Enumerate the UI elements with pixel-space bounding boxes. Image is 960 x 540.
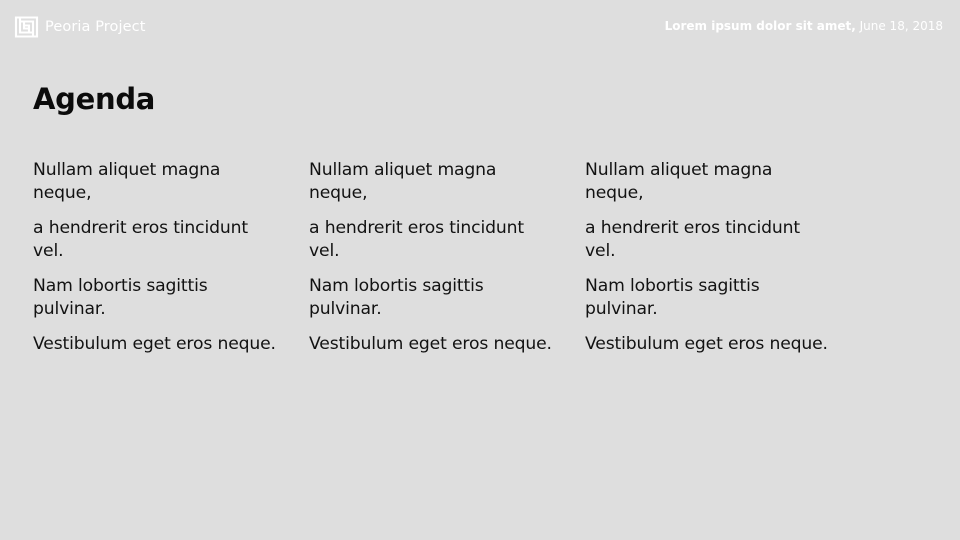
agenda-item: a hendrerit eros tincidunt vel. — [33, 218, 248, 261]
agenda-item: a hendrerit eros tincidunt vel. — [309, 218, 524, 261]
header-tagline: Lorem ipsum dolor sit amet, — [664, 19, 856, 33]
agenda-item: Nullam aliquet magna neque, — [585, 160, 773, 203]
slide-header — [14, 13, 943, 41]
header-date: June 18, 2018 — [859, 19, 943, 33]
agenda-item: a hendrerit eros tincidunt vel. — [585, 218, 800, 261]
agenda-item: Nam lobortis sagittis pulvinar. — [585, 276, 760, 319]
brand — [14, 13, 146, 41]
agenda-column-2 — [309, 159, 559, 369]
agenda-item: Nullam aliquet magna neque, — [33, 160, 221, 203]
agenda-column-3 — [585, 159, 835, 369]
agenda-item: Vestibulum eget eros neque. — [585, 334, 828, 354]
header-meta — [665, 19, 943, 33]
slide-title: Agenda — [33, 82, 156, 116]
agenda-item: Vestibulum eget eros neque. — [309, 334, 552, 354]
maze-logo-icon — [14, 14, 39, 40]
brand-name: Peoria Project — [45, 19, 146, 35]
agenda-item: Nam lobortis sagittis pulvinar. — [309, 276, 484, 319]
agenda-item: Nam lobortis sagittis pulvinar. — [33, 276, 208, 319]
agenda-item: Nullam aliquet magna neque, — [309, 160, 497, 203]
agenda-item: Vestibulum eget eros neque. — [33, 334, 276, 354]
agenda-column-1 — [33, 159, 283, 369]
agenda-columns — [33, 159, 933, 409]
